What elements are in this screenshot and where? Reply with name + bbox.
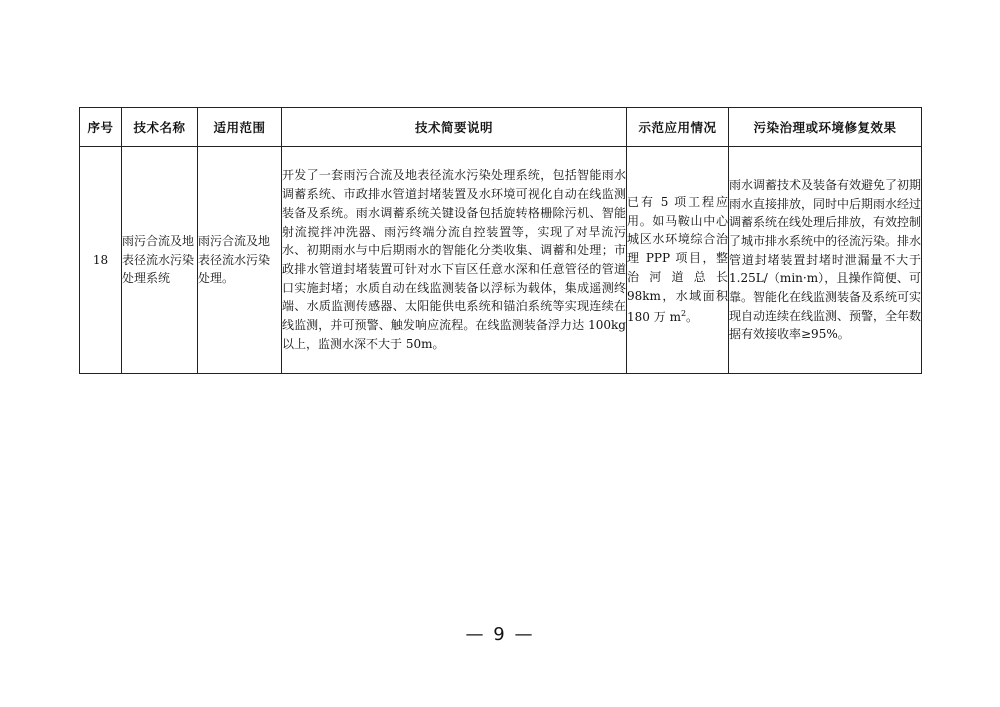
- cell-effect: 雨水调蓄技术及装备有效避免了初期雨水直接排放，同时中后期雨水经过调蓄系统在线处理后排放，有效控制了城市排水系统中的径流污染。排水管道封堵装置封堵时泄漏量不大于 1.25L/（min·m），且操作简便、可靠。智能化在线监测装备及系统可实现自动连续在线监测、预警，全年数据有效接收率≥95%。: [729, 147, 922, 374]
- table-header-row: [80, 108, 922, 147]
- header-number: 序号: [80, 108, 122, 147]
- technology-table: [79, 107, 922, 374]
- page-number: — 9 —: [465, 624, 535, 645]
- demo-end: 。: [686, 310, 699, 325]
- table-row: [80, 147, 922, 374]
- header-demo-application: 示范应用情况: [627, 108, 729, 147]
- header-tech-name: 技术名称: [122, 108, 198, 147]
- header-effect: 污染治理或环境修复效果: [729, 108, 922, 147]
- cell-demo-application: [627, 147, 729, 374]
- cell-tech-name: 雨污合流及地表径流水污染处理系统: [122, 147, 198, 374]
- header-description: 技术简要说明: [282, 108, 627, 147]
- header-scope: 适用范围: [198, 108, 282, 147]
- cell-number: 18: [80, 147, 122, 374]
- cell-scope: 雨污合流及地表径流水污染处理。: [198, 147, 282, 374]
- demo-application-text: 已有 5 项工程应用。如马鞍山中心城区水环境综合治理 PPP 项目，整治河道总长 98km，水域面积 180 万: [627, 195, 728, 325]
- cell-description: 开发了一套雨污合流及地表径流水污染处理系统，包括智能雨水调蓄系统、市政排水管道封堵装置及水环境可视化自动在线监测装备及系统。雨水调蓄系统关键设备包括旋转格栅除污机、智能射流搅拌冲洗器、雨污终端分流自控装置等，实现了对旱流污水、初期雨水与中后期雨水的智能化分类收集、调蓄和处理；市政排水管道封堵装置可针对水下盲区任意水深和任意管径的管道口实施封堵；水质自动在线监测装备以浮标为载体，集成遥测终端、水质监测传感器、太阳能供电系统和锚泊系统等实现连续在线监测，并可预警、触发响应流程。在线监测装备浮力达 100kg 以上，监测水深不大于 50m。: [282, 147, 627, 374]
- demo-area-exponent: 2: [680, 309, 687, 319]
- demo-area-unit: m: [669, 310, 681, 325]
